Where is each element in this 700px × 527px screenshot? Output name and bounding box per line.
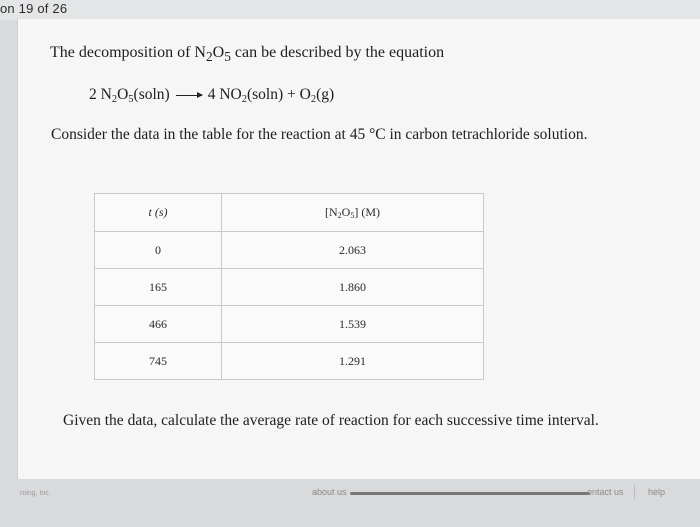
col-conc-sub-1: 2	[337, 211, 342, 220]
prompt-text-mid: O	[212, 44, 225, 61]
chemical-equation	[89, 86, 334, 104]
eq-rhs2-phase: (g)	[316, 86, 335, 103]
footer-links	[312, 487, 682, 503]
table-row	[95, 306, 484, 343]
table-header-row	[95, 194, 484, 232]
footer-link-smudge	[350, 492, 590, 495]
instruction-text: Given the data, calculate the average rate of reaction for each successive time interval.	[63, 412, 599, 429]
table-row	[95, 269, 484, 306]
column-header-time	[95, 194, 222, 232]
contact-us-link[interactable]: ontact us	[587, 487, 624, 497]
time-cell: 0	[95, 232, 222, 269]
question-prompt	[50, 44, 444, 65]
consider-text: Consider the data in the table for the reaction at 45 °C in carbon tetrachloride solution.	[51, 126, 588, 143]
prompt-text-suffix: can be described by the equation	[230, 44, 445, 61]
footer-company: rning, Inc.	[20, 490, 51, 497]
concentration-cell: 2.063	[222, 232, 484, 269]
eq-lhs-sub-1: 2	[111, 94, 118, 105]
concentration-cell: 1.291	[222, 343, 484, 380]
table-row	[95, 343, 484, 380]
data-table	[94, 193, 484, 380]
reaction-arrow-icon	[176, 95, 202, 96]
col-conc-prefix: [N	[325, 205, 338, 219]
col-conc-sub-2: 5	[350, 211, 355, 220]
top-bar	[0, 0, 700, 20]
eq-rhs1-sub: 2	[241, 94, 247, 105]
eq-rhs2-sub: 2	[310, 94, 317, 105]
concentration-cell: 1.860	[222, 269, 484, 306]
prompt-subscript-1: 2	[205, 49, 213, 65]
prompt-subscript-2: 5	[224, 49, 231, 65]
question-counter: on 19 of 26	[0, 1, 68, 16]
column-header-concentration	[222, 194, 484, 232]
col-conc-mid: O	[341, 205, 351, 219]
time-cell: 466	[95, 306, 222, 343]
eq-lhs-phase: (soln)	[133, 86, 170, 103]
column-header-time-label: t (s)	[148, 205, 168, 219]
eq-lhs-coef: 2 N	[89, 86, 112, 103]
help-link[interactable]: help	[648, 487, 666, 497]
footer-separator	[634, 485, 635, 499]
concentration-cell: 1.539	[222, 306, 484, 343]
about-us-link[interactable]: about us	[312, 487, 347, 497]
eq-lhs-sub-2: 5	[128, 94, 134, 105]
eq-lhs-o: O	[117, 86, 129, 103]
eq-rhs1-phase: (soln) + O	[246, 86, 311, 103]
time-cell: 165	[95, 269, 222, 306]
prompt-text-prefix: The decomposition of N	[50, 44, 206, 61]
col-conc-suffix: ] (M)	[354, 205, 381, 219]
eq-rhs1-coef: 4 NO	[207, 86, 242, 103]
table-row	[95, 232, 484, 269]
time-cell: 745	[95, 343, 222, 380]
